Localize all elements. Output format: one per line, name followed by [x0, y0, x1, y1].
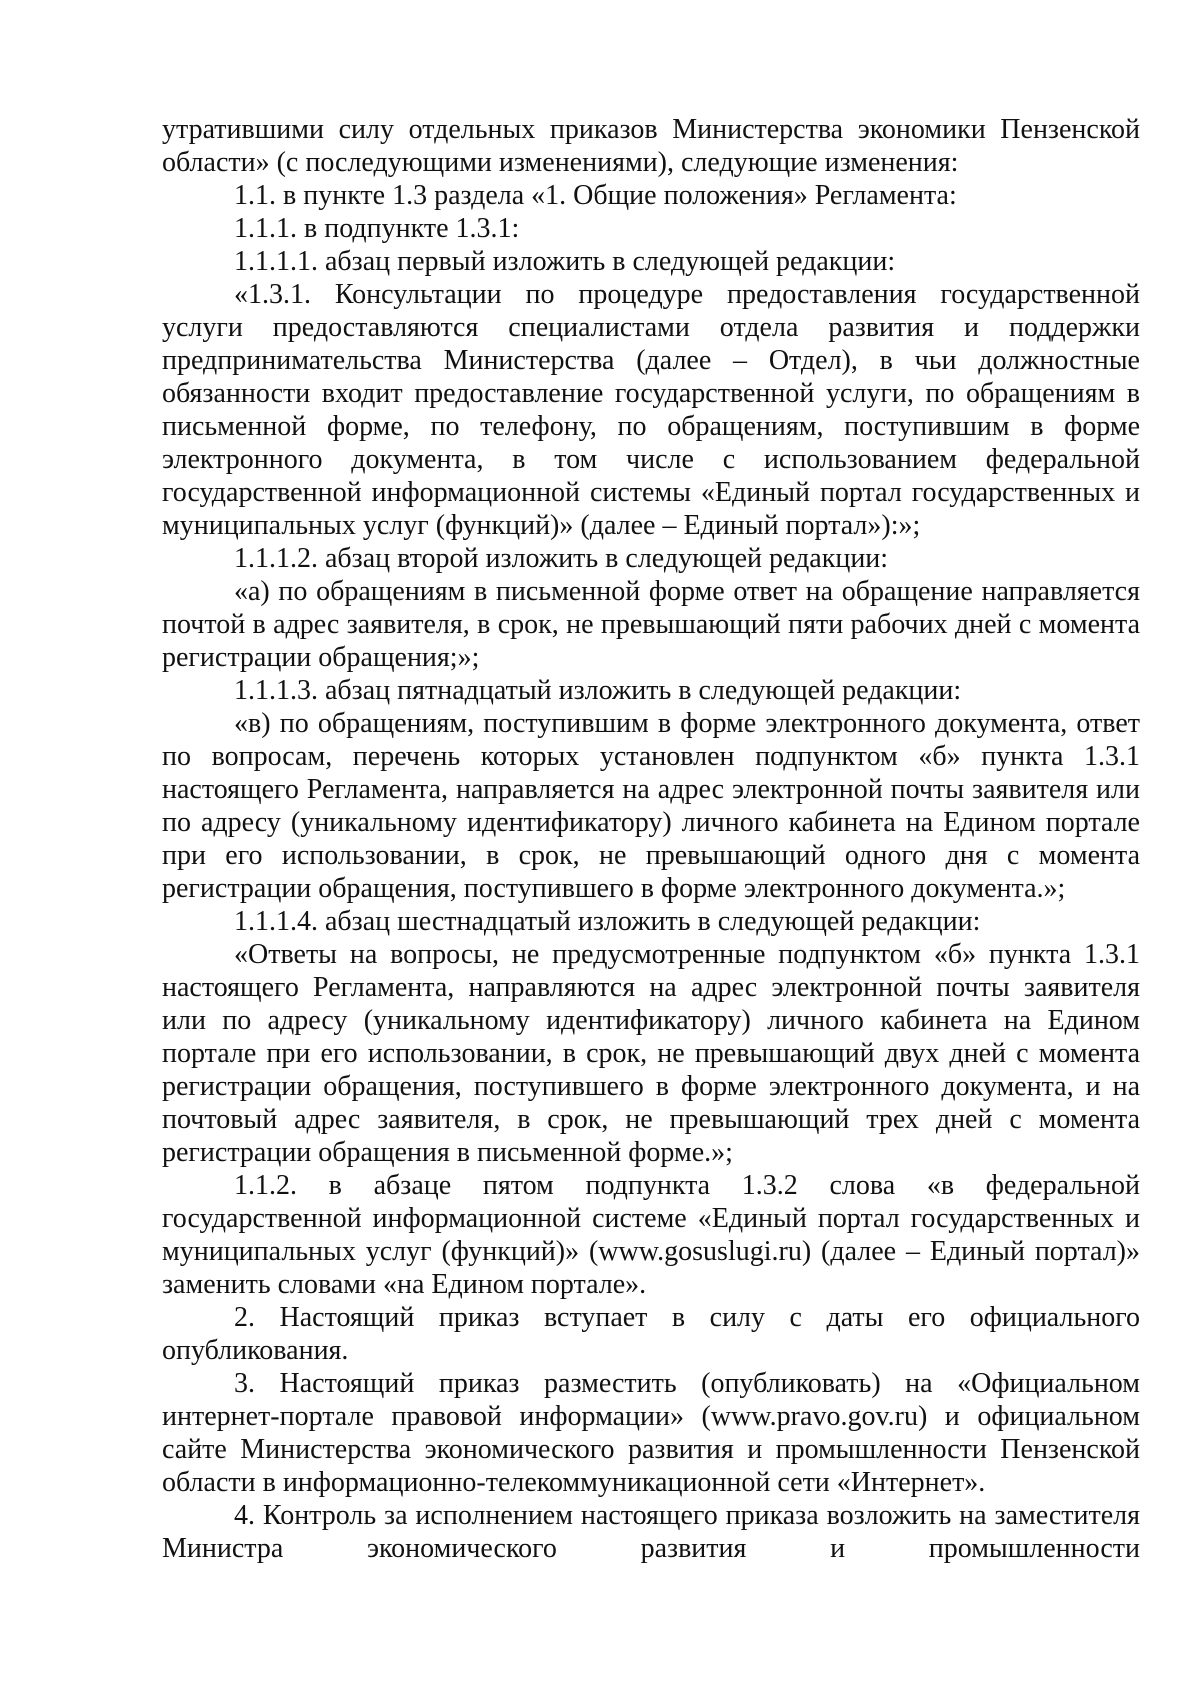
paragraph-1-1-2: 1.1.2. в абзаце пятом подпункта 1.3.2 слова «в федеральной государственной информационной системе «Единый портал государственных и муниципальных услуг (функций)» (www.gosuslugi.ru) (далее – Единый портал)» заменить словами «на Едином портале». — [162, 1170, 1140, 1300]
paragraph-quote-a: «а) по обращениям в письменной форме ответ на обращение направляется почтой в адрес заявителя, в срок, не превышающий пяти рабочих дней с момента регистрации обращения;»; — [162, 576, 1140, 673]
paragraph-quote-v: «в) по обращениям, поступившим в форме электронного документа, ответ по вопросам, перечень которых установлен подпунктом «б» пункта 1.3.1 настоящего Регламента, направляется на адрес электронной почты заявителя или по адресу (уникальному идентификатору) личного кабинета на Едином портале при его использовании, в срок, не превышающий одного дня с момента регистрации обращения, поступившего в форме электронного документа.»; — [162, 708, 1140, 904]
paragraph-3: 3. Настоящий приказ разместить (опубликовать) на «Официальном интернет-портале правовой информации» (www.pravo.gov.ru) и официальном сайте Министерства экономического развития и промышленности Пензенской области в информационно-телекоммуникационной сети «Интернет». — [162, 1368, 1140, 1498]
paragraph-1-1-1: 1.1.1. в подпункте 1.3.1: — [234, 213, 520, 244]
paragraph-1-1: 1.1. в пункте 1.3 раздела «1. Общие положения» Регламента: — [234, 180, 957, 211]
paragraph-1-1-1-1: 1.1.1.1. абзац первый изложить в следующей редакции: — [234, 246, 896, 277]
paragraph-intro-continuation: утратившими силу отдельных приказов Министерства экономики Пензенской области» (с последующими изменениями), следующие изменения: — [162, 114, 1140, 178]
document-page — [162, 113, 1140, 1565]
paragraph-1-1-1-4: 1.1.1.4. абзац шестнадцатый изложить в следующей редакции: — [234, 906, 981, 937]
paragraph-quote-answers: «Ответы на вопросы, не предусмотренные подпунктом «б» пункта 1.3.1 настоящего Регламента, направляются на адрес электронной почты заявителя или по адресу (уникальному идентификатору) личного кабинета на Едином портале при его использовании, в срок, не превышающий двух дней с момента регистрации обращения, поступившего в форме электронного документа, и на почтовый адрес заявителя, в срок, не превышающий трех дней с момента регистрации обращения в письменной форме.»; — [162, 939, 1140, 1168]
paragraph-1-1-1-2: 1.1.1.2. абзац второй изложить в следующей редакции: — [234, 543, 889, 574]
paragraph-1-1-1-3: 1.1.1.3. абзац пятнадцатый изложить в следующей редакции: — [234, 675, 962, 706]
paragraph-2: 2. Настоящий приказ вступает в силу с даты его официального опубликования. — [162, 1302, 1140, 1366]
paragraph-4: 4. Контроль за исполнением настоящего приказа возложить на заместителя Министра экономического развития и промышленности — [162, 1500, 1140, 1564]
paragraph-quote-1-3-1: «1.3.1. Консультации по процедуре предоставления государственной услуги предоставляются специалистами отдела развития и поддержки предпринимательства Министерства (далее – Отдел), в чьи должностные обязанности входит предоставление государственной услуги, по обращениям в письменной форме, по телефону, по обращениям, поступившим в форме электронного документа, в том числе с использованием федеральной государственной информационной системы «Единый портал государственных и муниципальных услуг (функций)» (далее – Единый портал»):»; — [162, 279, 1140, 541]
